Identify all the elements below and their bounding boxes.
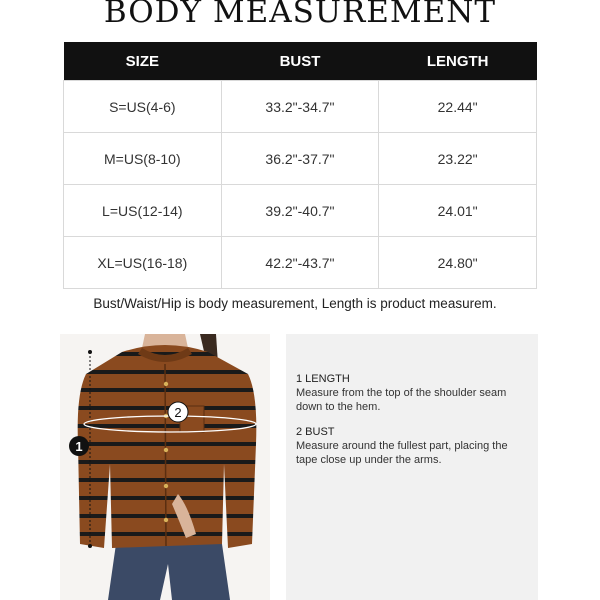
instruction-text: Measure from the top of the shoulder seam down to the hem. — [296, 387, 507, 413]
cell-bust: 39.2"-40.7" — [221, 185, 379, 237]
button-dot — [164, 448, 168, 452]
cell-length: 23.22" — [379, 133, 537, 185]
instruction-bust — [296, 425, 532, 467]
cell-bust: 33.2"-34.7" — [221, 81, 379, 133]
cell-size: S=US(4-6) — [64, 81, 222, 133]
table-row — [64, 237, 537, 289]
instruction-text: Measure around the fullest part, placing the tape close up under the arms. — [296, 440, 508, 466]
model-photo — [60, 334, 270, 600]
header-bust: BUST — [221, 42, 379, 81]
bust-marker-label: 2 — [174, 405, 182, 420]
table-header-row — [64, 42, 537, 81]
sweater-illustration — [60, 334, 270, 600]
instruction-length — [296, 372, 532, 414]
table-row — [64, 133, 537, 185]
cell-length: 24.01" — [379, 185, 537, 237]
cell-size: M=US(8-10) — [64, 133, 222, 185]
measurement-note: Bust/Waist/Hip is body measurement, Length is product measurem. — [93, 296, 497, 311]
instruction-heading: 1 LENGTH — [296, 373, 350, 385]
header-size: SIZE — [64, 42, 222, 81]
length-marker-label: 1 — [75, 439, 83, 454]
table-row — [64, 81, 537, 133]
button-dot — [164, 518, 168, 522]
cell-length: 22.44" — [379, 81, 537, 133]
cell-size: XL=US(16-18) — [64, 237, 222, 289]
cell-bust: 36.2"-37.7" — [221, 133, 379, 185]
table-row — [64, 185, 537, 237]
page-title: BODY MEASUREMENT — [103, 0, 497, 30]
cell-bust: 42.2"-43.7" — [221, 237, 379, 289]
size-table — [63, 42, 537, 289]
cell-length: 24.80" — [379, 237, 537, 289]
cell-size: L=US(12-14) — [64, 185, 222, 237]
button-dot — [164, 484, 168, 488]
measurement-instructions — [286, 334, 538, 600]
header-length: LENGTH — [379, 42, 537, 81]
button-dot — [164, 382, 168, 386]
instruction-heading: 2 BUST — [296, 426, 335, 438]
